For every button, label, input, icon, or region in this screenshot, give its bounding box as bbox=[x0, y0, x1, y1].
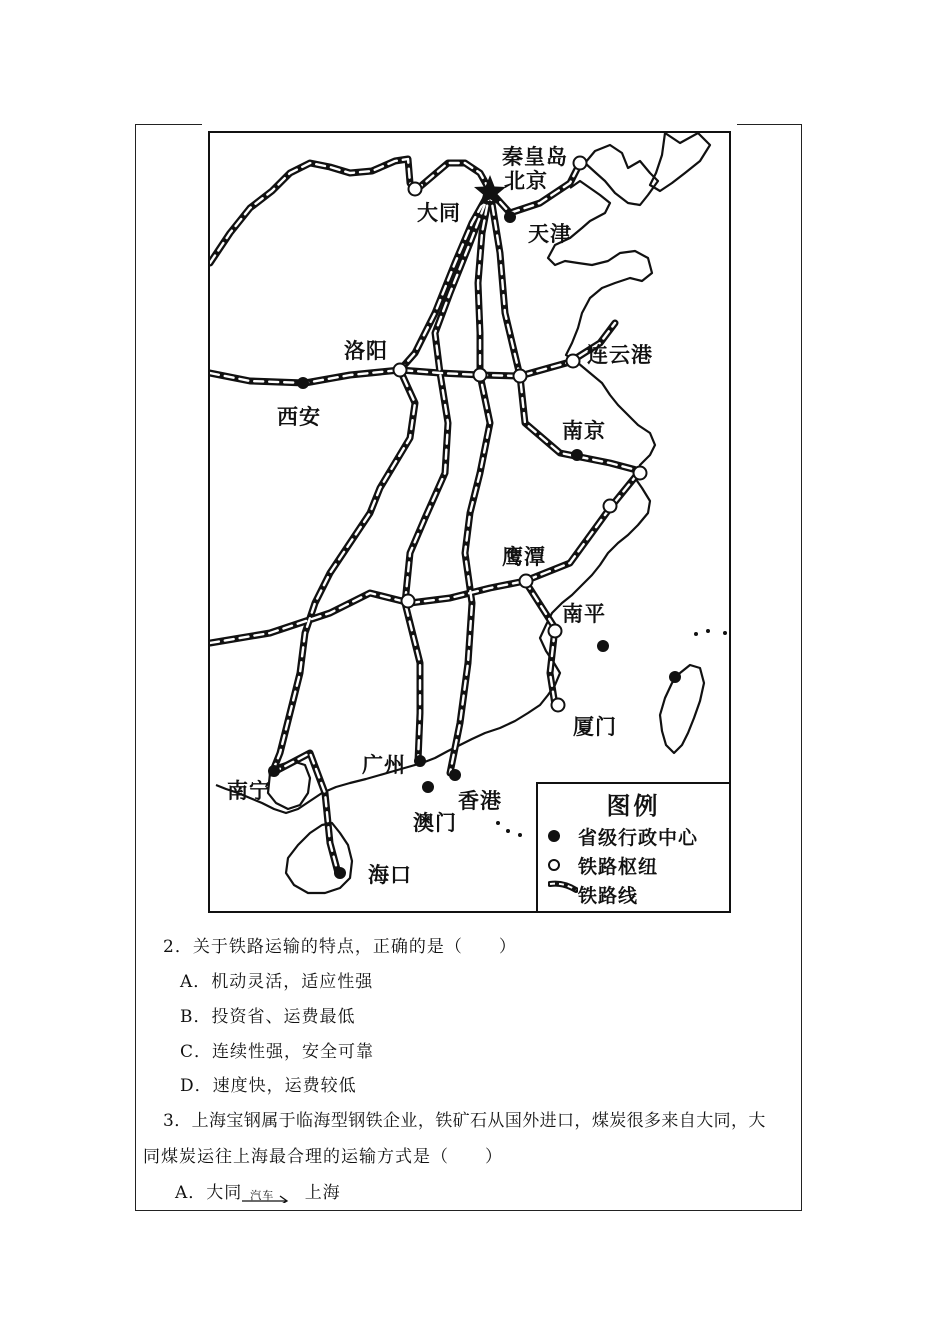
q3-stem-line2: 同煤炭运往上海最合理的运输方式是（ ） bbox=[143, 1147, 503, 1167]
hub-luoyang bbox=[394, 364, 407, 377]
label-xiamen: 厦门 bbox=[573, 715, 617, 739]
legend-hub-label: 铁路枢纽 bbox=[578, 855, 659, 878]
frame-left bbox=[135, 124, 136, 1211]
hub-shanghai bbox=[634, 467, 647, 480]
hub-hangzhou bbox=[604, 500, 617, 513]
filled-dot-icon bbox=[548, 830, 560, 842]
capital-haikou bbox=[334, 867, 346, 879]
label-qinhuangdao: 秦皇岛 bbox=[502, 145, 568, 169]
legend-title: 图例 bbox=[606, 792, 661, 820]
hub-nanping bbox=[549, 625, 562, 638]
capital-xian bbox=[297, 377, 309, 389]
label-xianggang: 香港 bbox=[458, 789, 502, 813]
hub-yingtan bbox=[520, 575, 533, 588]
q2-option-b: B．投资省、运费最低 bbox=[180, 1007, 356, 1027]
label-beijing: 北京 bbox=[504, 169, 548, 193]
label-nanning: 南宁 bbox=[227, 779, 271, 803]
legend-row-railway bbox=[548, 880, 638, 908]
q2-stem: 2．关于铁路运输的特点，正确的是（ ） bbox=[163, 937, 517, 957]
q3-option-a-suffix: 上海 bbox=[304, 1183, 341, 1203]
label-nanjing: 南京 bbox=[562, 419, 606, 443]
label-luoyang: 洛阳 bbox=[344, 339, 388, 363]
frame-top-left bbox=[135, 124, 202, 125]
legend-railway-label: 铁路线 bbox=[578, 884, 639, 907]
hub-zhuzhou bbox=[402, 595, 415, 608]
q3-stem-line1: 3．上海宝钢属于临海型钢铁企业，铁矿石从国外进口，煤炭很多来自大同，大 bbox=[163, 1111, 766, 1131]
map-legend bbox=[536, 782, 731, 913]
frame-right bbox=[801, 124, 802, 1211]
q2-option-a: A．机动灵活，适应性强 bbox=[180, 972, 374, 992]
hub-zhengzhou bbox=[474, 369, 487, 382]
capital-guangzhou bbox=[414, 755, 426, 767]
railway-map bbox=[208, 131, 731, 913]
label-lianyungang: 连云港 bbox=[587, 343, 653, 367]
capital-xianggang bbox=[449, 769, 461, 781]
provincial-capitals bbox=[268, 211, 681, 879]
frame-bottom bbox=[135, 1210, 802, 1211]
legend-row-hub bbox=[548, 851, 658, 879]
label-haikou: 海口 bbox=[368, 863, 412, 887]
railway-line-icon bbox=[548, 880, 578, 894]
frame-top-right bbox=[737, 124, 802, 125]
q2-option-d: D．速度快，运费较低 bbox=[180, 1076, 357, 1096]
legend-row-capital bbox=[548, 822, 698, 850]
q2-option-c: C．连续性强，安全可靠 bbox=[180, 1042, 375, 1062]
label-yingtan: 鹰潭 bbox=[502, 545, 546, 569]
q3-option-a-prefix: A．大同 bbox=[175, 1183, 243, 1203]
q3-option-a-mode: 汽车 bbox=[250, 1189, 275, 1202]
capital-fuzhou bbox=[597, 640, 609, 652]
legend-capital-label: 省级行政中心 bbox=[578, 826, 699, 849]
capital-taipei bbox=[669, 671, 681, 683]
hub-xiamen bbox=[552, 699, 565, 712]
arrow-right-icon bbox=[242, 1185, 292, 1203]
q3-option-a bbox=[175, 1178, 341, 1203]
open-circle-icon bbox=[548, 859, 560, 871]
hub-xuzhou bbox=[514, 370, 527, 383]
label-datong: 大同 bbox=[417, 201, 461, 225]
label-tianjin: 天津 bbox=[528, 222, 572, 246]
label-nanping: 南平 bbox=[562, 602, 606, 626]
railway-hubs bbox=[394, 157, 647, 712]
label-xian: 西安 bbox=[277, 405, 321, 429]
capital-aomen bbox=[422, 781, 434, 793]
label-guangzhou: 广州 bbox=[362, 753, 406, 777]
hub-qinhuangdao bbox=[574, 157, 587, 170]
capital-nanjing bbox=[571, 449, 583, 461]
capital-tianjin bbox=[504, 211, 516, 223]
hub-datong bbox=[409, 183, 422, 196]
label-aomen: 澳门 bbox=[413, 811, 457, 835]
hub-lianyungang bbox=[567, 355, 580, 368]
